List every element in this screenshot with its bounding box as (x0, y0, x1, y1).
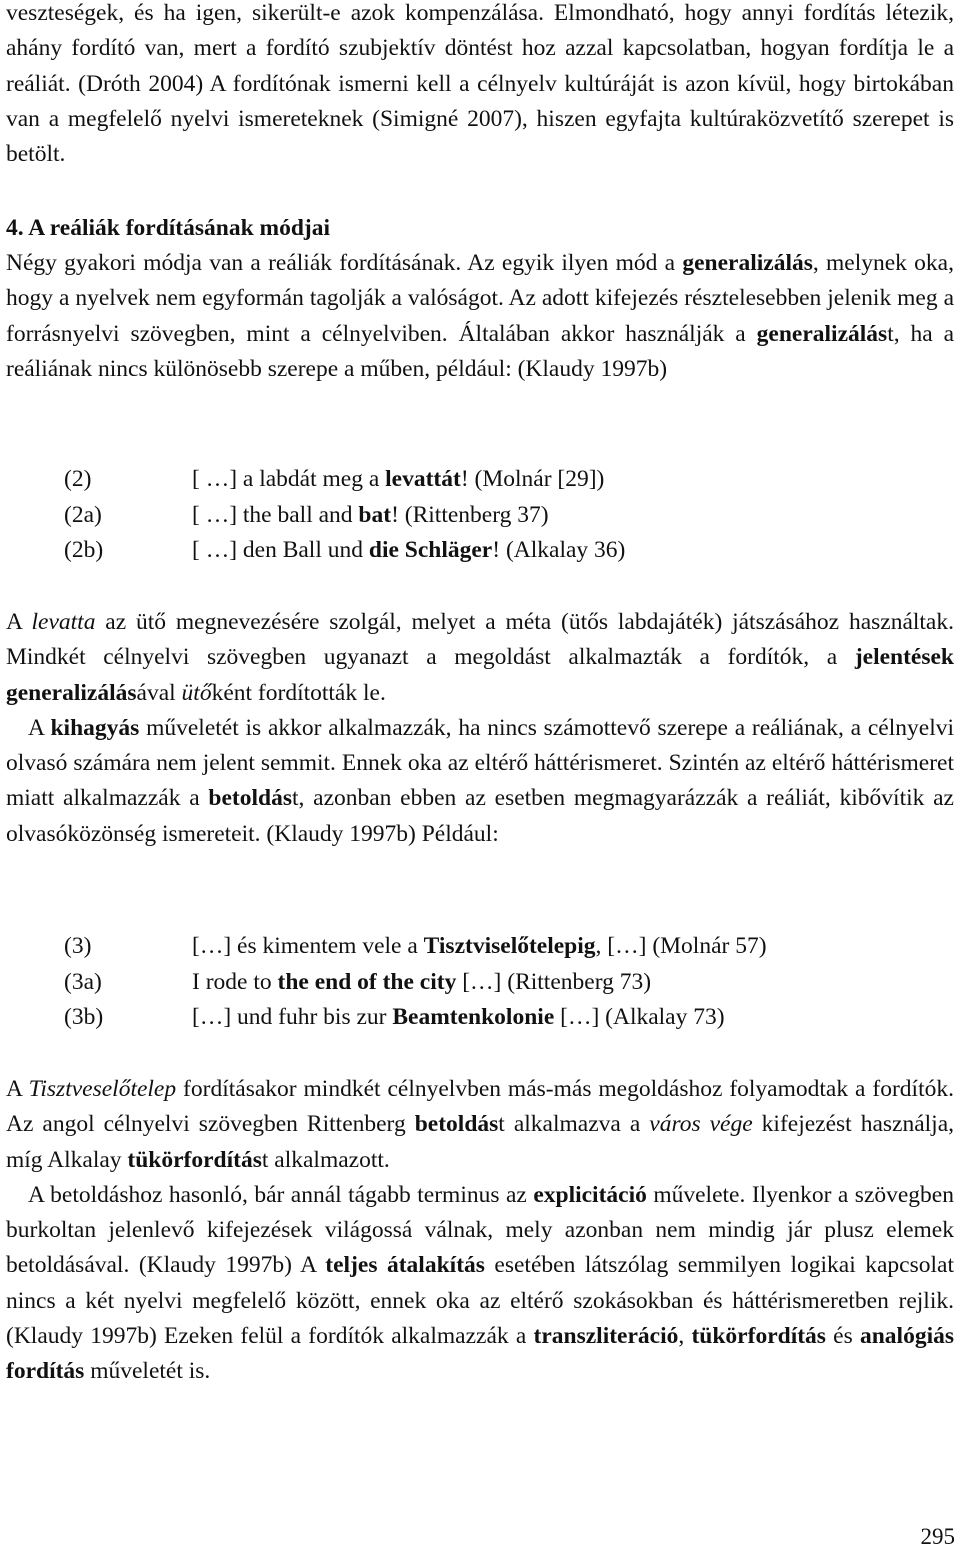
text-run: , (678, 1323, 692, 1350)
example-bold: Tisztviselőtelepig (423, 933, 596, 959)
levatta-paragraph (6, 605, 954, 711)
example-text: [ …] a labdát meg a (192, 466, 386, 492)
text-run: műveletét is. (84, 1358, 211, 1385)
explicitation-paragraph (6, 1178, 954, 1390)
example-source: ! (Molnár [29]) (460, 466, 605, 492)
example-row (64, 498, 625, 534)
text-run: és (825, 1323, 860, 1350)
text-run: az ütő megnevezésére szolgál, melyet a méta (ütős labdajáték) játszásához használtak. Mindkét célnyelvi szövegben ugyanazt a megoldást alkalmazták a fordítók, a (6, 609, 954, 671)
text-run: t, azonban ebben az esetben megmagyarázzák a reáliát, kibővítik az olvasóközönség ismereteit. (Klaudy 1997b) Például: (6, 785, 954, 847)
intro-paragraph (6, 0, 954, 172)
example-bold: Beamtenkolonie (392, 1004, 555, 1030)
text-run: t, ha a reáliának nincs különösebb szerepe a műben, például: (Klaudy 1997b) (6, 320, 955, 382)
bold-term: generalizálás (756, 320, 888, 347)
text-run: ával (136, 679, 182, 706)
text-run: t alkalmazva a (498, 1111, 650, 1138)
bold-term: teljes átalakítás (325, 1252, 485, 1279)
text-run: Négy gyakori módja van a reáliák fordításának. Az egyik ilyen mód a (6, 250, 683, 276)
example-text: […] és kimentem vele a (192, 933, 424, 959)
bold-term: tükörfordítás (127, 1146, 262, 1173)
bold-term: tükörfordítás (691, 1323, 826, 1350)
example-list-1 (64, 462, 625, 569)
example-number: (2b) (64, 537, 104, 563)
section-heading: 4. A reáliák fordításának módjai (6, 215, 331, 241)
text-run: fordításakor mindkét célnyelvben más-más megoldáshoz folyamodtak a fordítók. Az angol célnyelvi szövegben Rittenberg (6, 1076, 954, 1138)
italic-term: város vége (649, 1111, 753, 1138)
text-run: A betoldáshoz hasonló, bár annál tágabb terminus az (28, 1181, 534, 1208)
italic-term: levatta (31, 609, 96, 635)
example-number: (2) (64, 466, 92, 492)
example-source: […] (Rittenberg 73) (456, 968, 652, 995)
generalization-paragraph (6, 246, 954, 387)
example-text: […] und fuhr bis zur (192, 1004, 393, 1030)
bold-term: betoldás (208, 785, 292, 812)
text-run: A (28, 714, 51, 741)
text-run: esetében látszólag semmilyen logikai kapcsolat nincs a két nyelvi megfelelő között, ennek oka az eltérő szokásokban és háttérismeretben rejlik. (Klaudy 1997b) Ezeken felül a fordítók alkalmazzák a (6, 1252, 954, 1350)
example-row (64, 1000, 767, 1036)
example-source: ! (Rittenberg 37) (391, 501, 549, 528)
text-run: A (6, 1076, 29, 1102)
text-run: , melynek oka, hogy a nyelvek nem egyformán tagolják a valóságot. Az adott kifejezés résztelesebben jelenik meg a forrásnyelvi szövegben, mint a célnyelviben. Általában akkor használják a (6, 250, 954, 347)
example-text: [ …] the ball and (192, 501, 359, 528)
example-number: (3b) (64, 1004, 104, 1030)
example-row (64, 929, 767, 965)
text-run: művelete. Ilyenkor a szövegben burkoltan jelenlevő kifejezések világossá válnak, mely azonban nem mindig jár plusz elemek betoldásával. (Klaudy 1997b) A (6, 1181, 954, 1279)
levatta-block (6, 605, 954, 852)
example-number: (2a) (64, 501, 102, 528)
page-number: 295 (920, 1524, 955, 1549)
bold-term: transzliteráció (533, 1323, 679, 1350)
example-number: (3a) (64, 968, 102, 995)
bold-term: kihagyás (50, 714, 140, 741)
example-text: [ …] den Ball und (192, 537, 369, 563)
text-run: t alkalmazott. (261, 1146, 390, 1173)
tiszt-block (6, 1072, 954, 1390)
example-bold: the end of the city (277, 968, 457, 995)
text-run: A (6, 609, 32, 635)
example-row (64, 533, 625, 569)
tiszt-paragraph (6, 1072, 954, 1178)
omission-paragraph (6, 711, 954, 852)
bold-term: betoldás (414, 1111, 499, 1138)
text-run: ként fordították le. (211, 679, 386, 706)
italic-term: ütő (181, 679, 212, 706)
example-number: (3) (64, 933, 92, 959)
intro-text: veszteségek, és ha igen, sikerült-e azok kompenzálása. Elmondható, hogy annyi fordítás létezik, ahány fordító van, mert a fordító szubjektív döntést hoz azzal kapcsolatban, hogyan fordítja le a reáliát. (Dróth 2004) A fordítónak ismerni kell a célnyelv kultúráját is azon kívül, hogy birtokában van a megfelelő nyelvi ismereteknek (Simigné 2007), hiszen egyfajta kultúraközvetítő szerepet is betölt. (6, 0, 954, 168)
bold-term: generalizálás (682, 250, 813, 276)
example-source: , […] (Molnár 57) (595, 933, 767, 959)
bold-term: explicitáció (533, 1181, 647, 1208)
example-bold: bat (358, 501, 392, 528)
italic-term: Tisztveselőtelep (28, 1076, 177, 1102)
text-run: kifejezést használja, míg Alkalay (6, 1111, 955, 1173)
example-list-2 (64, 929, 767, 1036)
example-source: ! (Alkalay 36) (492, 537, 626, 563)
bold-term: analógiás fordítás (6, 1323, 954, 1385)
example-bold: levattát (385, 466, 461, 492)
text-run: műveletét is akkor alkalmazzák, ha nincs számottevő szerepe a reáliának, a célnyelvi olvasó számára nem jelent semmit. Ennek oka az eltérő háttérismeret. Szintén az eltérő háttérismeret miatt alkalmazzák a (6, 714, 954, 812)
example-text: I rode to (192, 968, 278, 995)
example-row (64, 965, 767, 1001)
example-source: […] (Alkalay 73) (554, 1004, 725, 1030)
bold-term: jelentések generalizálás (6, 644, 954, 706)
example-bold: die Schläger (368, 537, 493, 563)
example-row (64, 462, 625, 498)
